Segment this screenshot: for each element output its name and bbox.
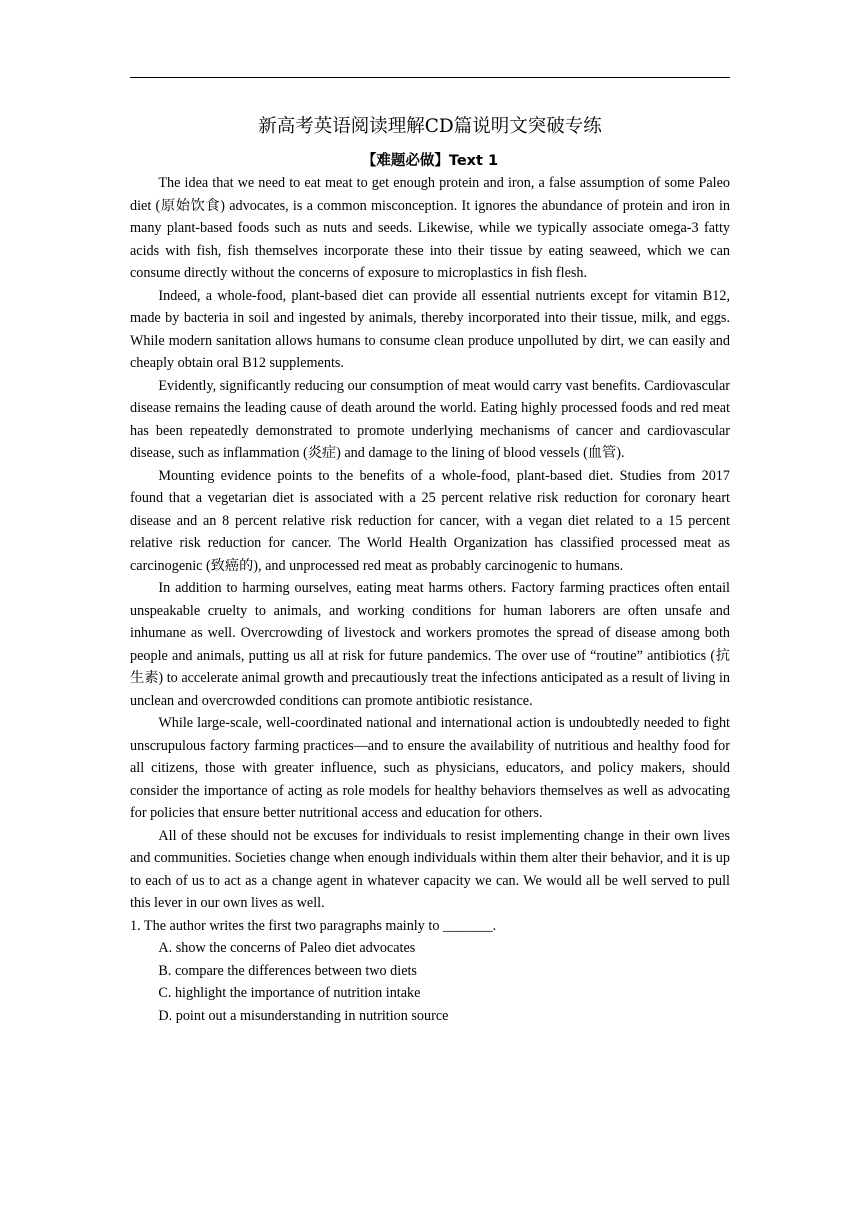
- header-rule: [130, 77, 730, 78]
- paragraph-2: Indeed, a whole-food, plant-based diet can provide all essential nutrients except for vitamin B12, made by bacteria in soil and ingested by animals, thereby incorporated into their tissue, milk, and eggs. While modern sanitation allows humans to consume clean produce unpolluted by dirt, we can easily and cheaply obtain oral B12 supplements.: [130, 287, 730, 371]
- question-stem: 1. The author writes the first two paragraphs mainly to _______.: [130, 917, 497, 934]
- article-body: [130, 172, 730, 1027]
- paragraph-5: In addition to harming ourselves, eating meat harms others. Factory farming practices often entail unspeakable cruelty to animals, and working conditions for human laborers are often unsafe and inhumane as well. Overcrowding of livestock and workers promotes the spread of disease among both people and animals, putting us all at risk for future pandemics. The over use of “routine” antibiotics (抗生素) to accelerate animal growth and precautiously treat the infections anticipated as a result of living in unclean and overcrowded conditions can promote antibiotic resistance.: [130, 580, 730, 709]
- paragraph-4: Mounting evidence points to the benefits of a whole-food, plant-based diet. Studies from 2017 found that a vegetarian diet is associated with a 25 percent relative risk reduction for coronary heart disease and an 8 percent relative risk reduction for cancer, with a vegan diet related to a 15 percent relative risk reduction for cancer. The World Health Organization has classified processed meat as carcinogenic (致癌的), and unprocessed red meat as probably carcinogenic to humans.: [130, 467, 730, 574]
- paragraph-6: While large-scale, well-coordinated national and international action is undoubtedly needed to fight unscrupulous factory farming practices—and to ensure the availability of nutritious and healthy food for all citizens, those with greater influence, such as physicians, educators, and policy makers, should consider the importance of acting as role models for healthy behaviors themselves as well as advocating for policies that ensure better nutritional access and education for others.: [130, 715, 730, 821]
- question-option-c: C. highlight the importance of nutrition intake: [158, 985, 421, 1001]
- section-title: 【难题必做】Text 1: [361, 153, 499, 169]
- document-title: 新高考英语阅读理解CD篇说明文突破专练: [258, 116, 602, 137]
- question-option-a: A. show the concerns of Paleo diet advocates: [158, 940, 416, 956]
- paragraph-7: All of these should not be excuses for individuals to resist implementing change in their own lives and communities. Societies change when enough individuals within them alter their behavior, and it is up to each of us to act as a change agent in whatever capacity we can. We would all be well served to pull this lever in our own lives as well.: [130, 827, 730, 911]
- paragraph-1: The idea that we need to eat meat to get enough protein and iron, a false assumption of some Paleo diet (原始饮食) advocates, is a common misconception. It ignores the abundance of protein and iron in many plant-based foods such as nuts and seeds. Likewise, while we typically associate omega-3 fatty acids with fish, fish themselves incorporate these into their tissue by eating seaweed, which we can consume directly without the concerns of exposure to microplastics in fish flesh.: [130, 175, 730, 281]
- question-option-b: B. compare the differences between two diets: [158, 962, 417, 979]
- paragraph-3: Evidently, significantly reducing our consumption of meat would carry vast benefits. Cardiovascular disease remains the leading cause of death around the world. Eating highly processed foods and red meat has been repeatedly demonstrated to promote underlying mechanisms of cancer and cardiovascular disease, such as inflammation (炎症) and damage to the lining of blood vessels (血管).: [130, 377, 730, 461]
- question-option-d: D. point out a misunderstanding in nutrition source: [158, 1007, 449, 1024]
